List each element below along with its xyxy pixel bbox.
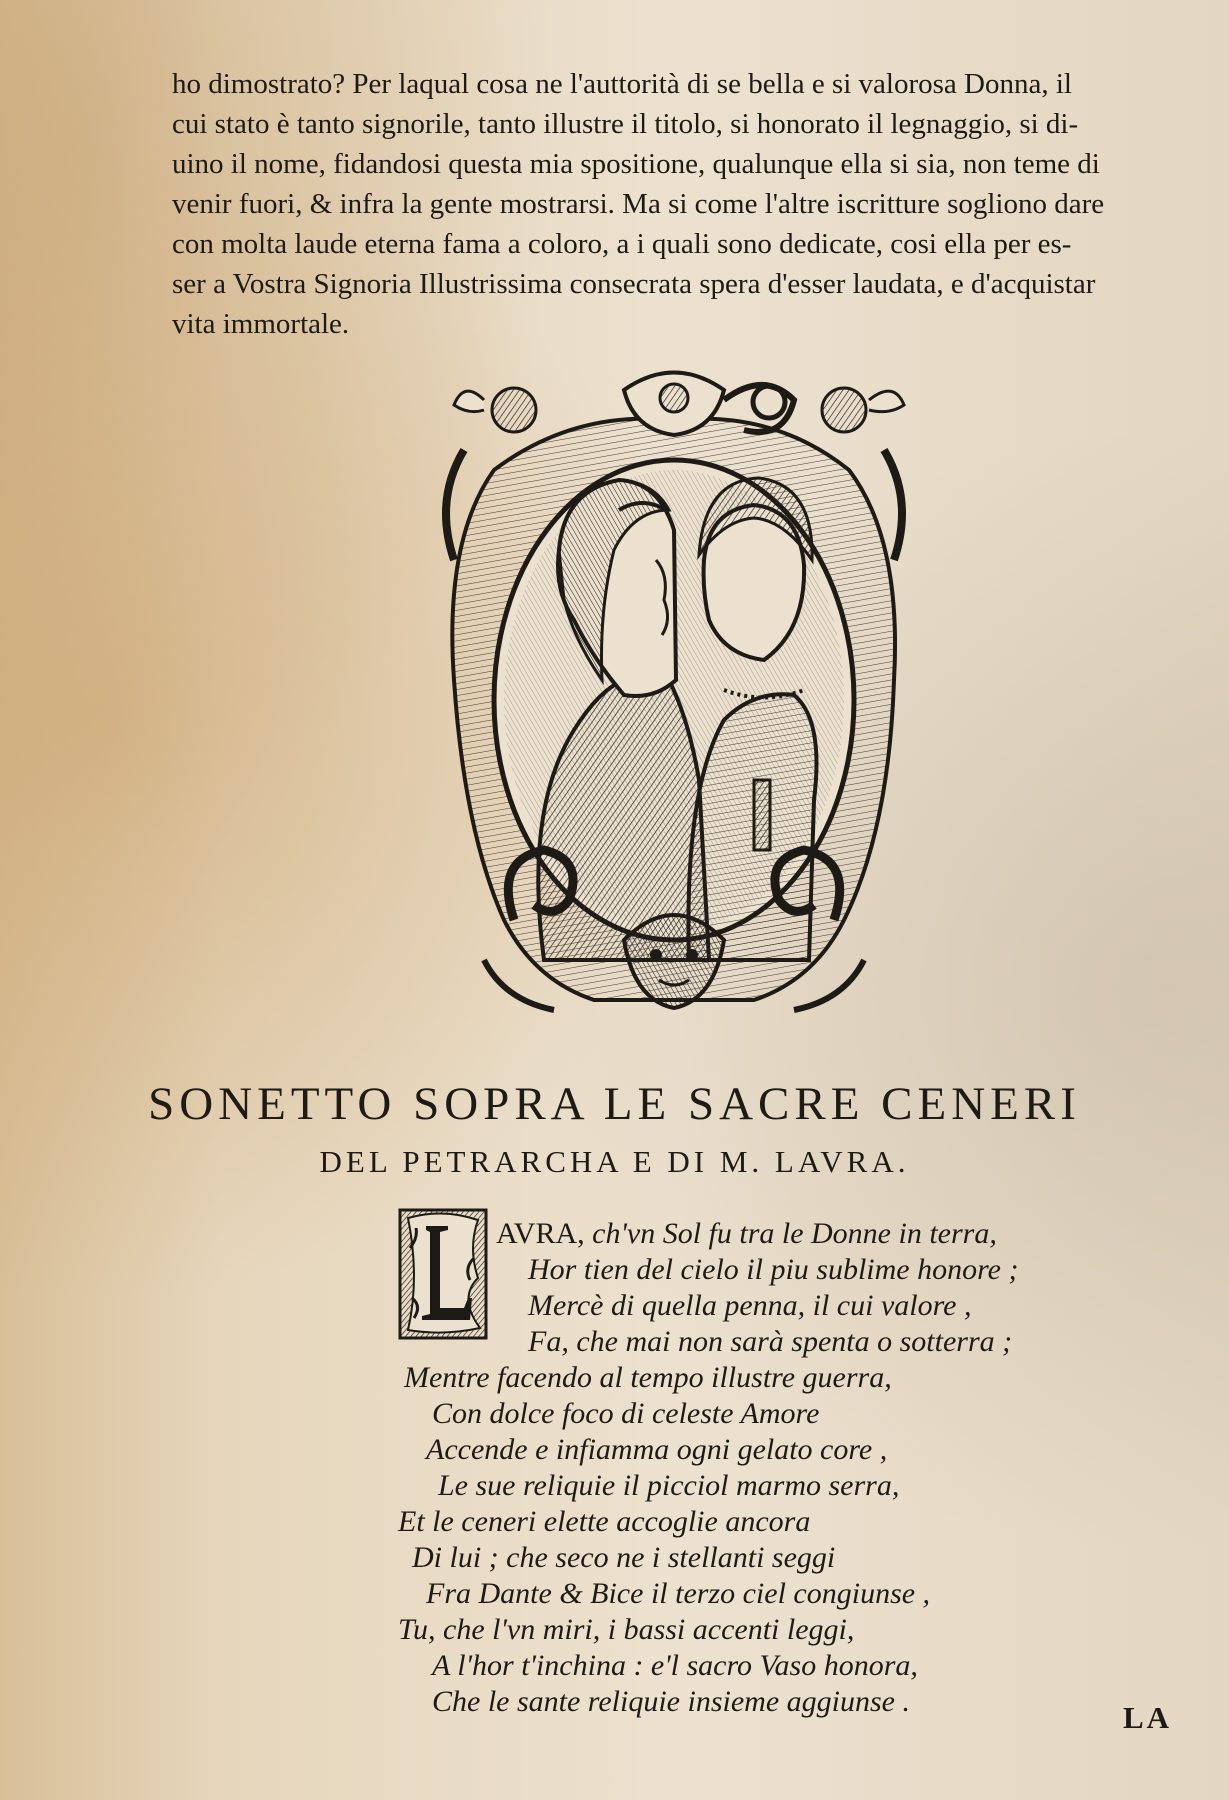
woodcut-portrait-icon (424, 360, 920, 1028)
verse-line: Et le ceneri elette accoglie ancora (398, 1505, 811, 1538)
verse-line: Fra Dante & Bice il terzo ciel congiunse , (426, 1577, 931, 1610)
verse-line: Le sue reliquie il picciol marmo serra, (438, 1469, 900, 1502)
verse-first-rest: ch'vn Sol fu tra le Donne in terra, (592, 1217, 997, 1250)
prose-paragraph (172, 64, 1172, 344)
verse-line: Con dolce foco di celeste Amore (432, 1397, 820, 1430)
prose-line: vita immortale. (172, 308, 350, 340)
verse-line: Tu, che l'vn miri, i bassi accenti leggi, (398, 1613, 855, 1646)
verse-line: Accende e infiamma ogni gelato core , (426, 1433, 888, 1466)
verse-line-1 (496, 1216, 997, 1252)
prose-line: cui stato è tanto signorile, tanto illustre il titolo, si honorato il legnaggio, si di- (172, 108, 1079, 140)
catchword: LA (1123, 1700, 1173, 1735)
verse-line: Mentre facendo al tempo illustre guerra, (404, 1361, 892, 1394)
sonnet-subtitle: DEL PETRARCHA E DI M. LAVRA. (319, 1144, 910, 1179)
verse-line: Hor tien del cielo il piu sublime honore ; (528, 1253, 1019, 1286)
prose-line: ser a Vostra Signoria Illustrissima consecrata spera d'esser laudata, e d'acquistar (172, 268, 1096, 300)
verse-line: Che le sante reliquie insieme aggiunse . (432, 1685, 910, 1718)
prose-line: venir fuori, & infra la gente mostrarsi. Ma si come l'altre iscritture sogliono dare (172, 188, 1105, 220)
verse-line: Mercè di quella penna, il cui valore , (528, 1289, 972, 1322)
verse-first-word: AVRA, (496, 1217, 585, 1250)
verse-line: A l'hor t'inchina : e'l sacro Vaso honora, (432, 1649, 918, 1682)
sonnet-title: SONETTO SOPRA LE SACRE CENERI (148, 1078, 1081, 1130)
prose-line: uino il nome, fidandosi questa mia spositione, qualunque ella si sia, non teme di (172, 148, 1100, 180)
verse-line: Fa, che mai non sarà spenta o sotterra ; (528, 1325, 1013, 1358)
prose-line: ho dimostrato? Per laqual cosa ne l'auttorità di se bella e si valorosa Donna, il (172, 68, 1072, 100)
decorated-initial-icon (398, 1208, 488, 1340)
prose-line: con molta laude eterna fama a coloro, a i quali sono dedicate, cosi ella per es- (172, 228, 1072, 260)
verse-line: Di lui ; che seco ne i stellanti seggi (412, 1541, 836, 1574)
